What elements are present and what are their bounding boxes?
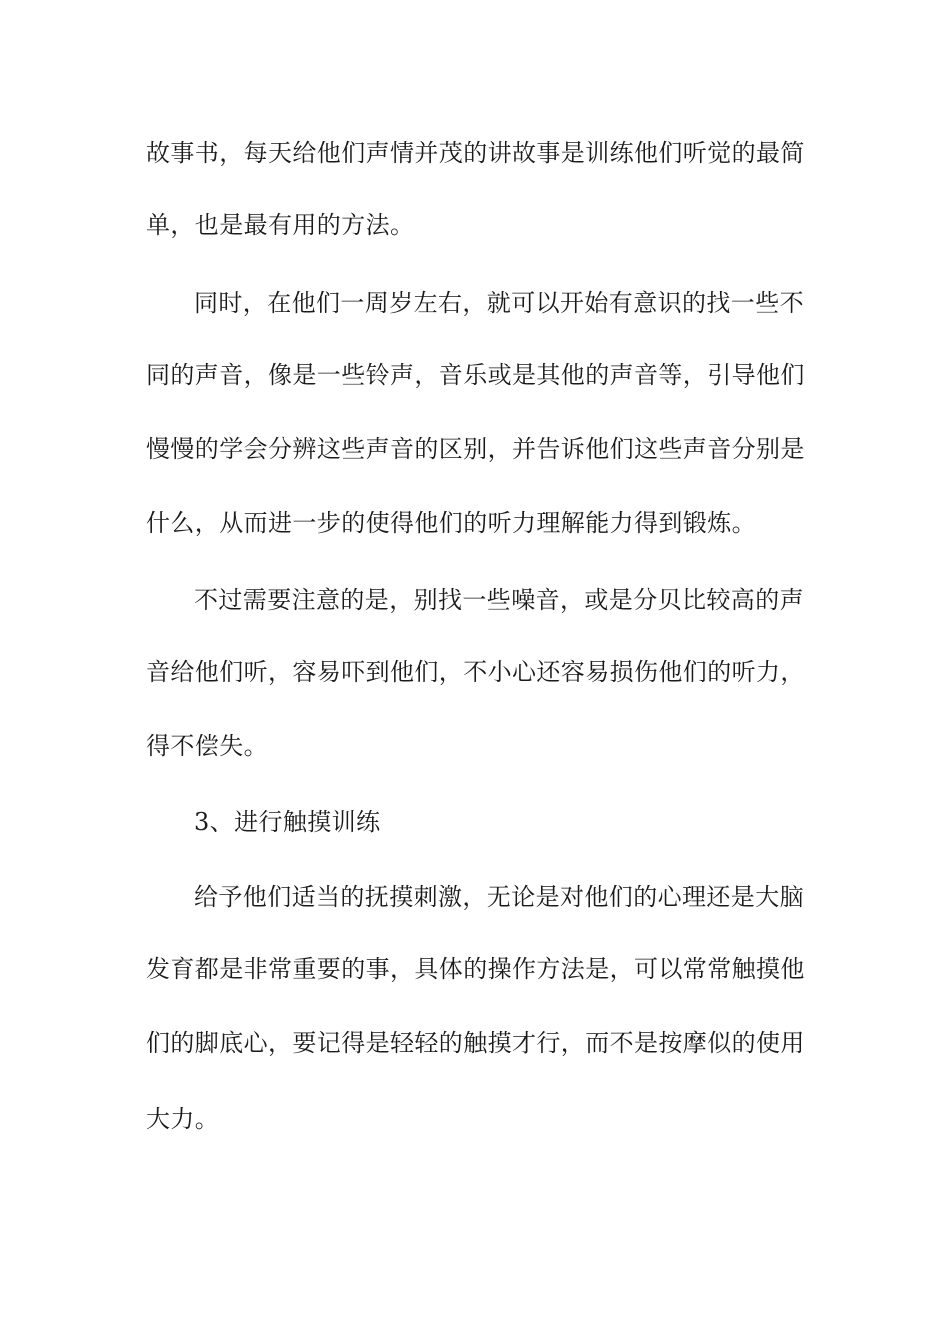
paragraph-line: 得不偿失。 bbox=[146, 732, 268, 760]
paragraph-line: 什么，从而进一步的使得他们的听力理解能力得到锻炼。 bbox=[146, 509, 756, 537]
paragraph-line: 音给他们听，容易吓到他们，不小心还容易损伤他们的听力， bbox=[146, 658, 805, 686]
paragraph-line: 们的脚底心，要记得是轻轻的触摸才行，而不是按摩似的使用 bbox=[146, 1029, 805, 1057]
paragraph-line: 不过需要注意的是，别找一些噪音，或是分贝比较高的声 bbox=[194, 586, 804, 614]
paragraph-line: 给予他们适当的抚摸刺激，无论是对他们的心理还是大脑 bbox=[194, 883, 804, 911]
paragraph-line: 慢慢的学会分辨这些声音的区别，并告诉他们这些声音分别是 bbox=[146, 435, 805, 463]
section-heading: 3、进行触摸训练 bbox=[194, 808, 381, 836]
paragraph-line: 同的声音，像是一些铃声，音乐或是其他的声音等，引导他们 bbox=[146, 361, 805, 389]
paragraph-line: 大力。 bbox=[146, 1105, 220, 1133]
paragraph-line: 故事书，每天给他们声情并茂的讲故事是训练他们听觉的最简 bbox=[146, 139, 805, 167]
paragraph-line: 同时，在他们一周岁左右，就可以开始有意识的找一些不 bbox=[194, 289, 804, 317]
paragraph-line: 单，也是最有用的方法。 bbox=[146, 211, 415, 239]
paragraph-line: 发育都是非常重要的事，具体的操作方法是，可以常常触摸他 bbox=[146, 955, 805, 983]
